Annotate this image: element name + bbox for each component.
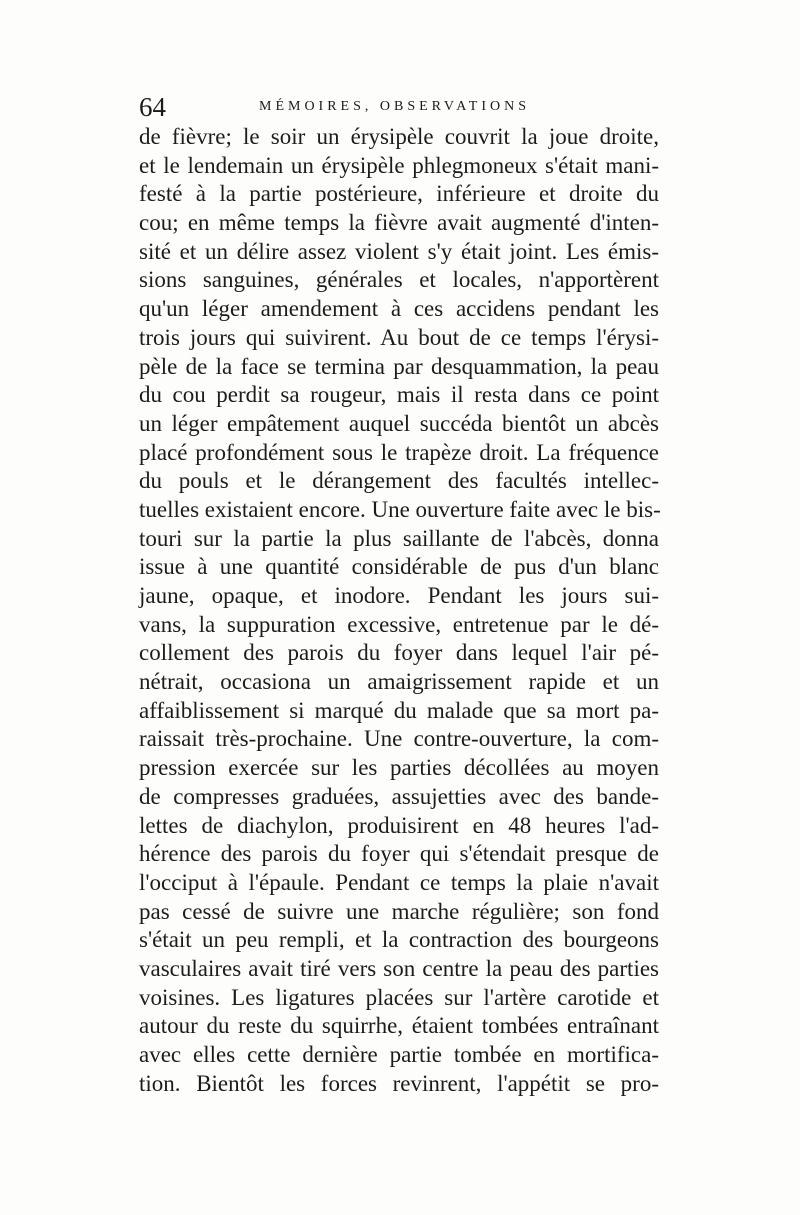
text-line: nétrait, occasiona un amaigrissement rapide et un [139, 669, 659, 695]
text-line: l'occiput à l'épaule. Pendant ce temps la plaie n'avait [139, 869, 659, 895]
text-line: festé à la partie postérieure, inférieure et droite du [139, 181, 659, 207]
text-line: de compresses graduées, assujetties avec des bande- [139, 783, 659, 809]
text-line: sions sanguines, générales et locales, n'apportèrent [139, 267, 659, 293]
text-line: pas cessé de suivre une marche régulière; son fond [139, 898, 659, 924]
text-line: collement des parois du foyer dans lequel l'air pé- [139, 640, 659, 666]
page-header [139, 92, 659, 122]
text-line: du cou perdit sa rougeur, mais il resta dans ce point [139, 382, 659, 408]
text-line: et le lendemain un érysipèle phlegmoneux s'était mani- [139, 152, 659, 178]
text-line: affaiblissement si marqué du malade que sa mort pa- [139, 697, 659, 723]
text-line: trois jours qui suivirent. Au bout de ce temps l'érysi- [139, 324, 659, 350]
text-line: sité et un délire assez violent s'y était joint. Les émis- [139, 238, 659, 264]
text-line: tuelles existaient encore. Une ouverture faite avec le bis- [139, 496, 661, 522]
text-line: tion. Bientôt les forces revinrent, l'appétit se pro- [139, 1070, 659, 1096]
text-line: de fièvre; le soir un érysipèle couvrit la joue droite, [139, 124, 659, 149]
text-line: du pouls et le dérangement des facultés intellec- [139, 468, 659, 494]
text-line: placé profondément sous le trapèze droit. La fréquence [139, 439, 659, 465]
text-line: issue à une quantité considérable de pus d'un blanc [139, 554, 659, 580]
text-line: jaune, opaque, et inodore. Pendant les jours sui- [139, 583, 659, 608]
text-line: hérence des parois du foyer qui s'étendait presque de [139, 841, 659, 867]
text-line: un léger empâtement auquel succéda bientôt un abcès [139, 410, 659, 436]
text-line: autour du reste du squirrhe, étaient tombées entraînant [139, 1013, 659, 1039]
text-line: avec elles cette dernière partie tombée en mortifica- [139, 1042, 659, 1067]
text-line: lettes de diachylon, produisirent en 48 heures l'ad- [139, 812, 659, 838]
text-line: qu'un léger amendement à ces accidens pendant les [139, 296, 659, 322]
text-line: vans, la suppuration excessive, entretenue par le dé- [139, 611, 659, 637]
body-text [139, 123, 659, 1098]
text-line: touri sur la partie la plus saillante de l'abcès, donna [139, 525, 659, 551]
page-number: 64 [139, 92, 166, 122]
running-head: MÉMOIRES, OBSERVATIONS [259, 99, 530, 114]
text-line: s'était un peu rempli, et la contraction des bourgeons [139, 927, 659, 953]
text-line: raissait très-prochaine. Une contre-ouverture, la com- [139, 726, 659, 752]
text-line: voisines. Les ligatures placées sur l'artère carotide et [139, 984, 659, 1010]
text-line: vasculaires avait tiré vers son centre la peau des parties [139, 955, 659, 981]
text-line: cou; en même temps la fièvre avait augmenté d'inten- [139, 210, 659, 236]
text-line: pèle de la face se termina par desquammation, la peau [139, 353, 659, 379]
text-line: pression exercée sur les parties décollées au moyen [139, 755, 659, 781]
